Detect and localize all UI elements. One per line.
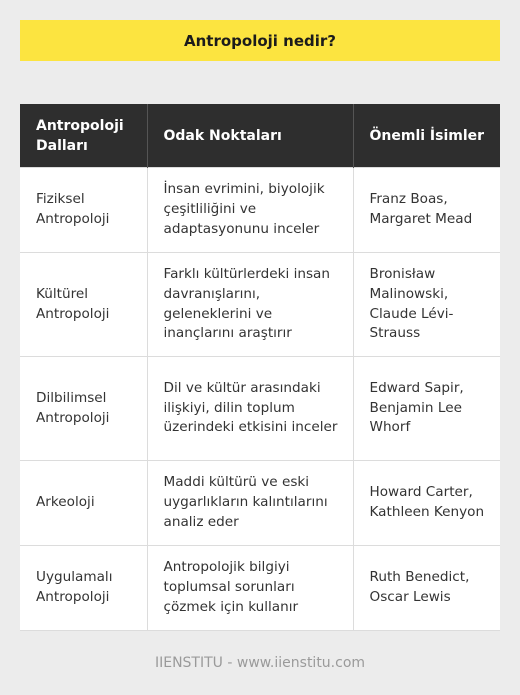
focus-cell: Dil ve kültür arasındaki ilişkiyi, dilin toplum üzerindeki etkisini inceler <box>147 357 353 461</box>
names-cell: Franz Boas, Margaret Mead <box>353 168 500 253</box>
footer-credit: IIENSTITU - www.iienstitu.com <box>154 655 366 671</box>
focus-cell: Antropolojik bilgiyi toplumsal sorunları çözmek için kullanır <box>147 546 353 631</box>
branch-cell: Kültürel Antropoloji <box>20 253 147 357</box>
branch-cell: Uygulamalı Antropoloji <box>20 546 147 631</box>
table-header-row <box>20 104 500 168</box>
names-cell: Edward Sapir, Benjamin Lee Whorf <box>353 357 500 461</box>
branch-cell: Arkeoloji <box>20 461 147 546</box>
names-cell: Bronisław Malinowski, Claude Lévi-Strauss <box>353 253 500 357</box>
branch-cell: Dilbilimsel Antropoloji <box>20 357 147 461</box>
page-title: Antropoloji nedir? <box>20 20 500 61</box>
table-row <box>20 253 500 357</box>
header-names: Önemli İsimler <box>353 104 500 168</box>
table-row <box>20 357 500 461</box>
focus-cell: Maddi kültürü ve eski uygarlıkların kalıntılarını analiz eder <box>147 461 353 546</box>
table-row <box>20 461 500 546</box>
anthropology-branches-table <box>20 104 500 631</box>
focus-cell: Farklı kültürlerdeki insan davranışlarını, geleneklerini ve inançlarını araştırır <box>147 253 353 357</box>
branch-cell: Fiziksel Antropoloji <box>20 168 147 253</box>
names-cell: Howard Carter, Kathleen Kenyon <box>353 461 500 546</box>
table-row <box>20 546 500 631</box>
focus-cell: İnsan evrimini, biyolojik çeşitliliğini ve adaptasyonunu inceler <box>147 168 353 253</box>
table-row <box>20 168 500 253</box>
names-cell: Ruth Benedict, Oscar Lewis <box>353 546 500 631</box>
header-focus: Odak Noktaları <box>147 104 353 168</box>
header-branches: Antropoloji Dalları <box>20 104 147 168</box>
